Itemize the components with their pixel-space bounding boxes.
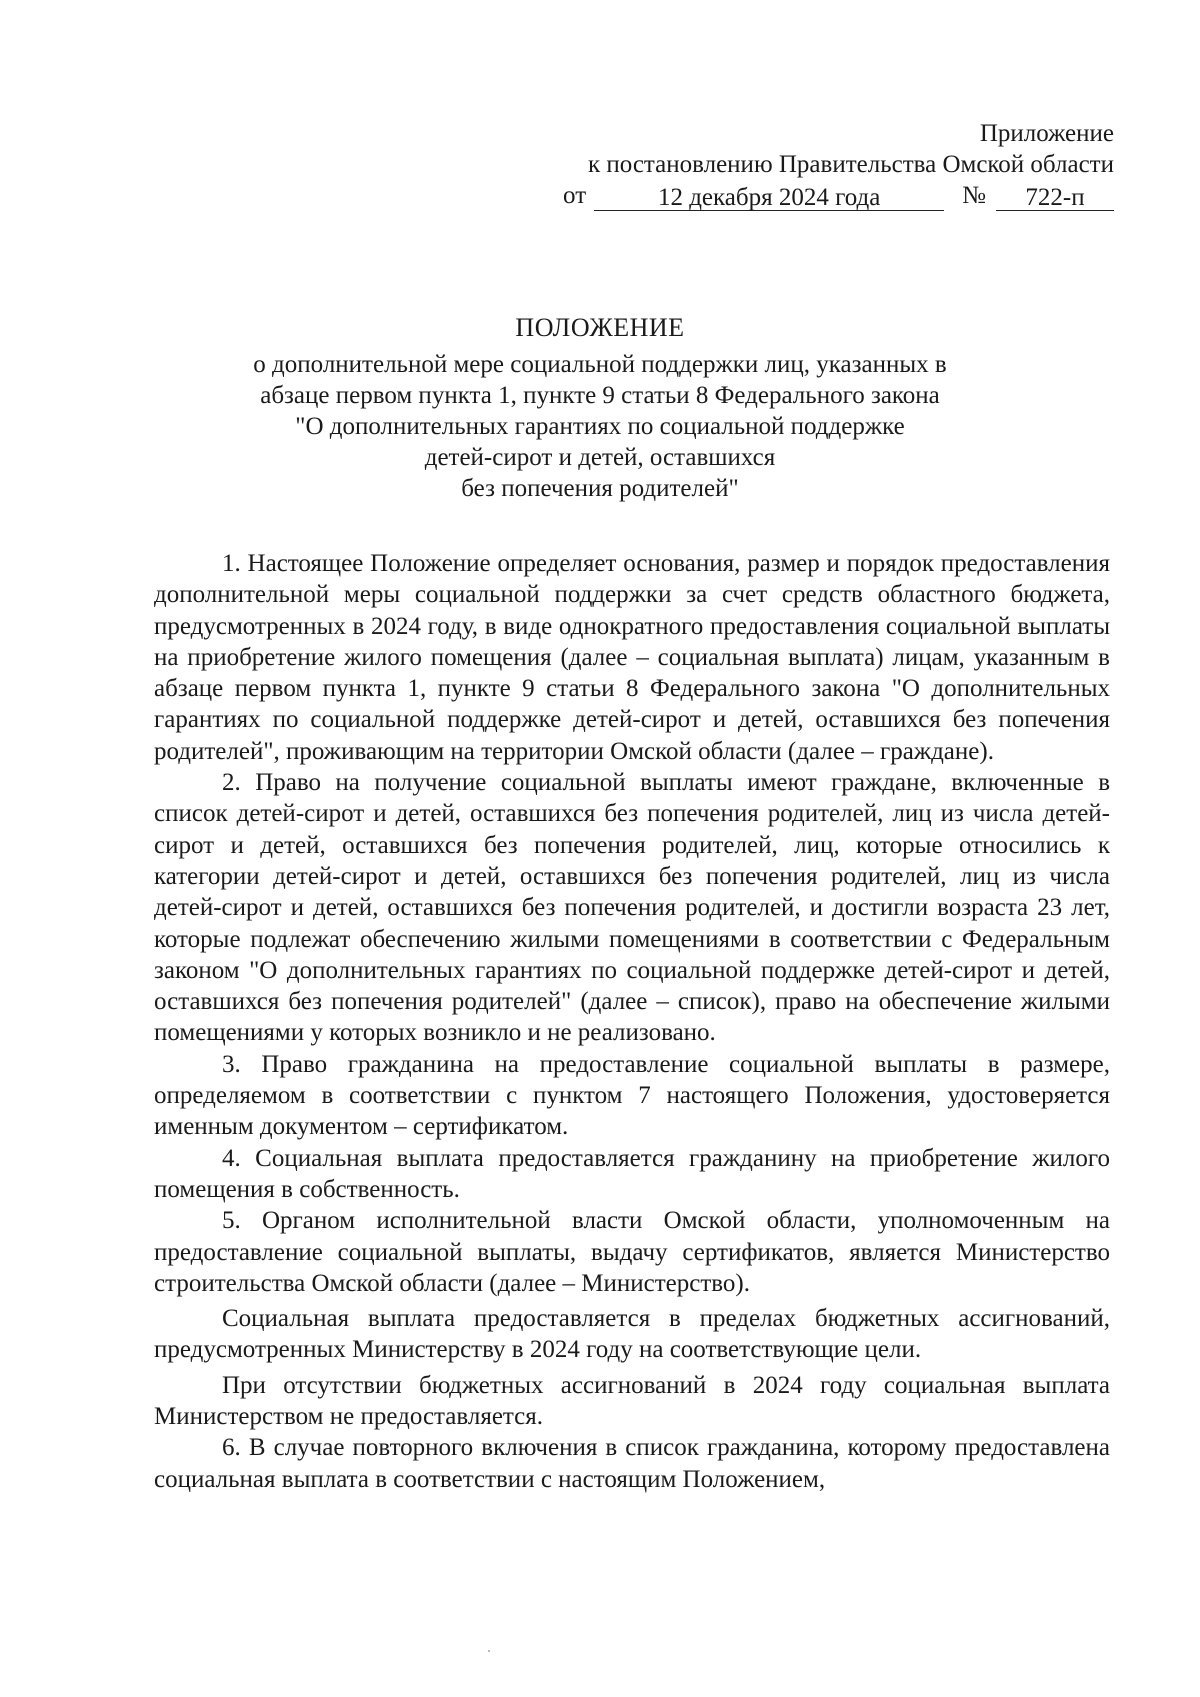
- number-prefix: №: [962, 182, 986, 209]
- title-line: абзаце первом пункта 1, пункте 9 статьи 8 Федерального закона: [260, 382, 940, 409]
- document-title: ПОЛОЖЕНИЕ: [515, 313, 685, 342]
- annex-reference: к постановлению Правительства Омской области: [587, 151, 1114, 178]
- paragraph-1: 1. Настоящее Положение определяет основания, размер и порядок предоставления дополнительной меры социальной поддержки за счет средств областного бюджета, предусмотренных в 2024 году, в виде однократного предоставления социальной выплаты на приобретение жилого помещения (далее – социальная выплата) лицам, указанным в абзаце первом пункта 1, пункте 9 статьи 8 Федерального закона "О дополнительных гарантиях по социальной поддержке детей-сирот и детей, оставшихся без попечения родителей", проживающим на территории Омской области (далее – граждане).: [154, 550, 1110, 765]
- paragraph-6: 6. В случае повторного включения в список гражданина, которому предоставлена социальная выплата в соответствии с настоящим Положением,: [154, 1434, 1110, 1493]
- paragraph-5-budget: Социальная выплата предоставляется в пределах бюджетных ассигнований, предусмотренных Министерству в 2024 году на соответствующие цели.: [154, 1305, 1110, 1364]
- document-title-block: [180, 312, 1020, 504]
- annex-title: Приложение: [979, 120, 1114, 147]
- document-body: [154, 548, 1110, 1495]
- paragraph-5: 5. Органом исполнительной власти Омской области, уполномоченным на предоставление социальной выплаты, выдачу сертификатов, является Министерство строительства Омской области (далее – Министерство).: [154, 1207, 1110, 1297]
- paragraph-3: 3. Право гражданина на предоставление социальной выплаты в размере, определяемом в соответствии с пунктом 7 настоящего Положения, удостоверяется именным документом – сертификатом.: [154, 1050, 1110, 1141]
- paragraph-4: 4. Социальная выплата предоставляется гражданину на приобретение жилого помещения в собственность.: [154, 1144, 1110, 1203]
- annex-date-number-line: [474, 180, 1114, 211]
- scan-speck: [488, 1650, 490, 1652]
- paragraph-5-no-budget: При отсутствии бюджетных ассигнований в 2024 году социальная выплата Министерством не предоставляется.: [154, 1371, 1110, 1431]
- date-field: 12 декабря 2024 года: [594, 186, 944, 211]
- title-line: о дополнительной мере социальной поддержки лиц, указанных в: [253, 351, 947, 378]
- title-line: детей-сирот и детей, оставшихся: [424, 444, 776, 471]
- title-line: без попечения родителей": [461, 475, 739, 502]
- title-line: "О дополнительных гарантиях по социальной поддержке: [295, 413, 905, 440]
- date-prefix: от: [563, 182, 587, 209]
- number-field: 722-п: [996, 186, 1114, 211]
- annex-header: [474, 118, 1114, 211]
- paragraph-2: 2. Право на получение социальной выплаты имеют граждане, включенные в список детей-сирот и детей, оставшихся без попечения родителей, лиц из числа детей-сирот и детей, оставшихся без попечения родителей, лиц, которые относились к категории детей-сирот и детей, оставшихся без попечения родителей, лиц из числа детей-сирот и детей, оставшихся без попечения родителей, и достигли возраста 23 лет, которые подлежат обеспечению жилыми помещениями в соответствии с Федеральным законом "О дополнительных гарантиях по социальной поддержке детей-сирот и детей, оставшихся без попечения родителей" (далее – список), право на обеспечение жилыми помещениями у которых возникло и не реализовано.: [154, 769, 1110, 1047]
